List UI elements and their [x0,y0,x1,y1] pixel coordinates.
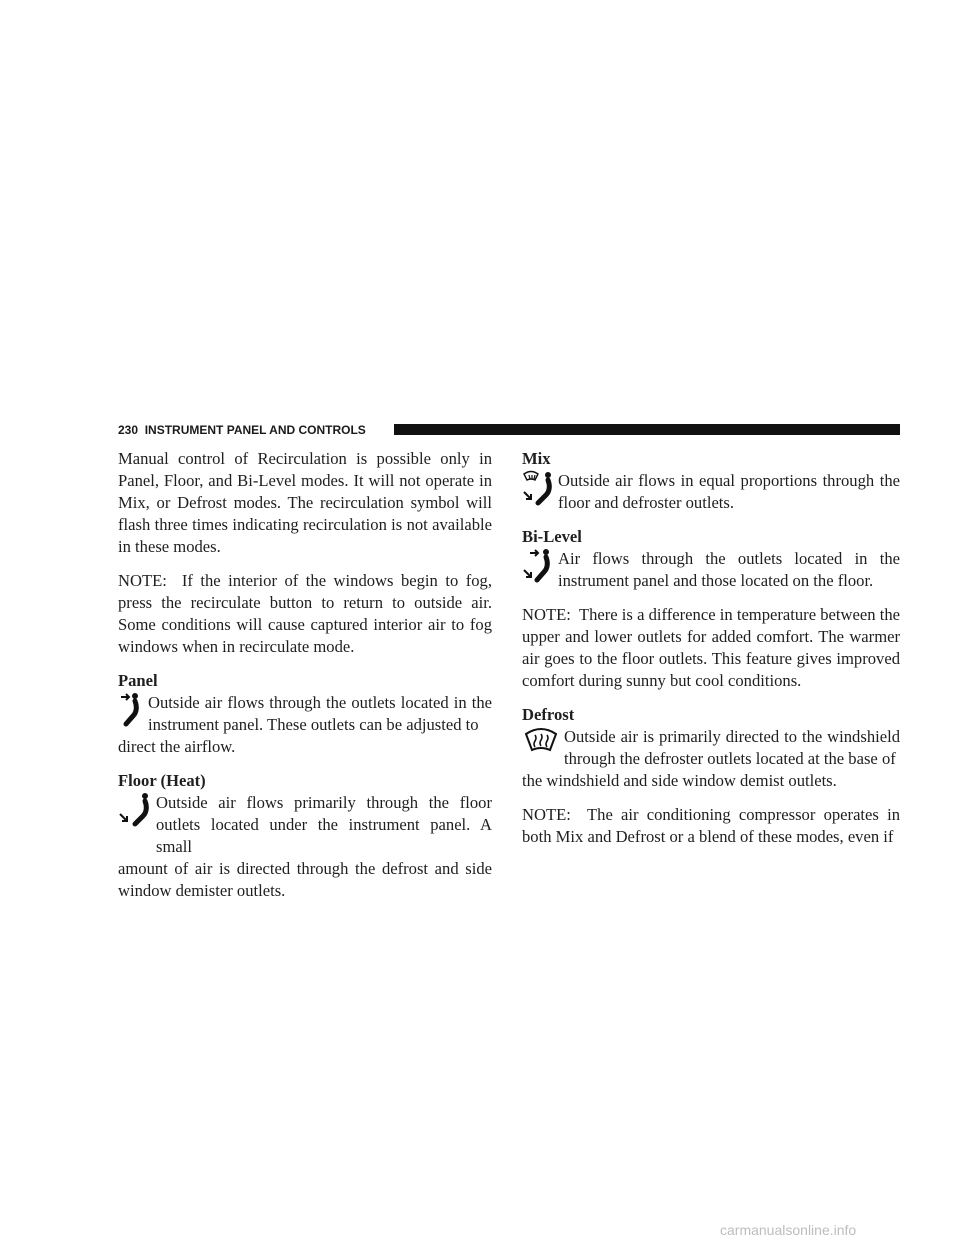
bilevel-mode-icon [522,548,558,588]
left-column [118,448,492,914]
mix-mode-icon [522,470,558,510]
floor-text-continued: amount of air is directed through the defrost and side window demister outlets. [118,859,492,900]
bilevel-row [522,548,900,592]
bilevel-title: Bi-Level [522,527,582,546]
note-label: NOTE: [522,805,571,824]
bilevel-section [522,526,900,592]
right-column [522,448,900,860]
floor-section [118,770,492,902]
note-label: NOTE: [522,605,571,624]
panel-title: Panel [118,671,158,690]
floor-title: Floor (Heat) [118,771,206,790]
defrost-mode-icon [522,726,564,766]
page-header [118,422,900,438]
mix-title: Mix [522,449,551,468]
floor-row [118,792,492,858]
watermark: carmanualsonline.info [720,1222,857,1238]
note-label: NOTE: [118,571,167,590]
panel-text: Outside air flows through the outlets located in the instrument panel. These outlets can be adjusted to [148,693,492,734]
panel-row [118,692,492,736]
note-paragraph-1 [118,570,492,658]
panel-section [118,670,492,758]
defrost-section [522,704,900,792]
panel-text-continued: direct the airflow. [118,737,236,756]
note-paragraph-3 [522,804,900,848]
note-text: The air conditioning compressor operates in both Mix and Defrost or a blend of these modes, even if [522,805,900,846]
mix-section [522,448,900,514]
defrost-row [522,726,900,770]
bilevel-text: Air flows through the outlets located in the instrument panel and those located on the floor. [558,549,900,590]
panel-mode-icon [118,692,148,732]
section-title: INSTRUMENT PANEL AND CONTROLS [144,423,366,437]
note-text: If the interior of the windows begin to fog, press the recirculate button to return to outside air. Some conditions will cause captured interior air to fog windows when in recirculate mode. [118,571,492,656]
defrost-title: Defrost [522,705,575,724]
floor-mode-icon [118,792,156,832]
recirculation-paragraph: Manual control of Recirculation is possible only in Panel, Floor, and Bi-Level modes. It will not operate in Mix, or Defrost modes. The recirculation symbol will flash three times indicating recirculation is not available in these modes. [118,449,492,556]
floor-text: Outside air flows primarily through the floor outlets located under the instrument panel. A small [156,793,492,856]
mix-text: Outside air flows in equal proportions through the floor and defroster outlets. [558,471,900,512]
note-paragraph-2 [522,604,900,692]
note-text: There is a difference in temperature between the upper and lower outlets for added comfort. The warmer air goes to the floor outlets. This feature gives improved comfort during sunny but cool conditions. [522,605,900,690]
page-number: 230 [118,423,139,437]
header-label [118,422,366,438]
defrost-text-continued: the windshield and side window demist outlets. [522,771,837,790]
header-rule [394,424,900,435]
defrost-text: Outside air is primarily directed to the windshield through the defroster outlets located at the base of [564,727,900,768]
mix-row [522,470,900,514]
